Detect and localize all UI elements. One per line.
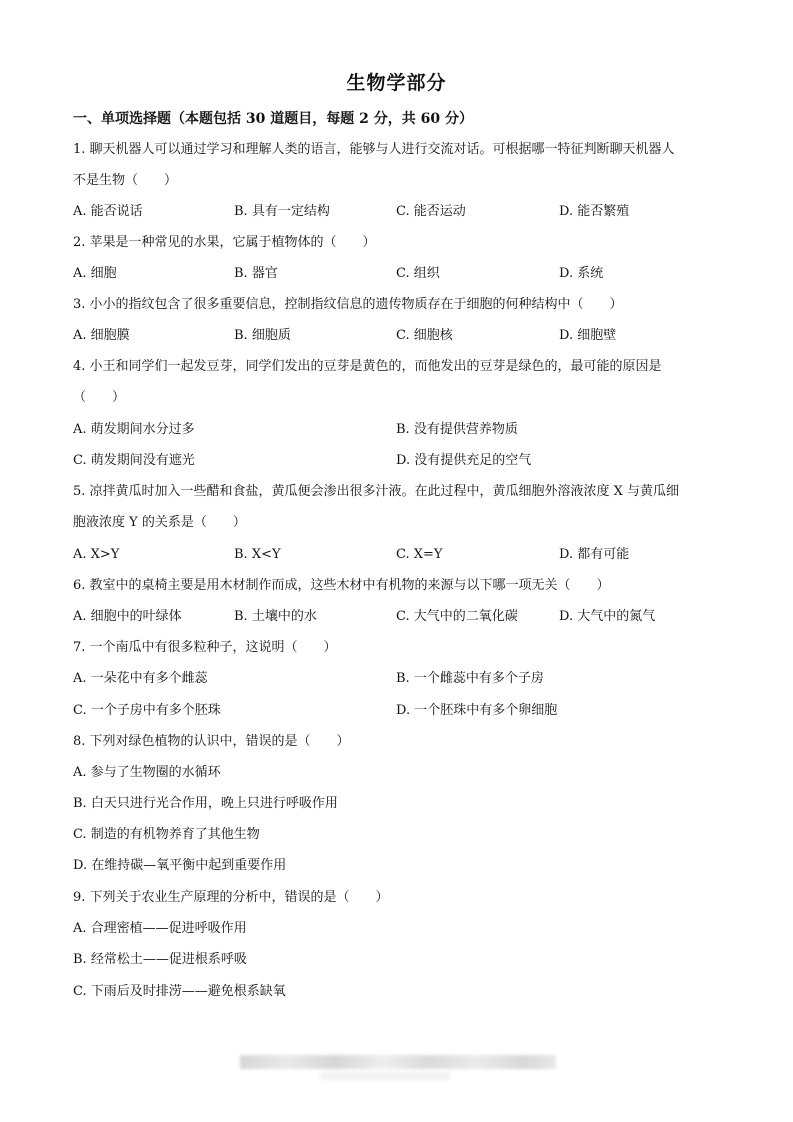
option-b: B. 具有一定结构 (234, 204, 330, 219)
option-b: B. X<Y (234, 547, 281, 562)
option-a: A. 细胞中的叶绿体 (73, 609, 182, 624)
option-d: D. 能否繁殖 (559, 204, 630, 219)
question-6-options (73, 608, 733, 626)
option-d: D. 都有可能 (559, 547, 630, 562)
question-2-stem: 2. 苹果是一种常见的水果，它属于植物体的（ ） (73, 235, 376, 250)
question-8-stem: 8. 下列对绿色植物的认识中，错误的是（ ） (73, 734, 350, 749)
question-8-option-c: C. 制造的有机物养育了其他生物 (73, 827, 260, 842)
question-7-options-row-2 (73, 702, 733, 720)
question-6-stem: 6. 教室中的桌椅主要是用木材制作而成，这些木材中有机物的来源与以下哪一项无关（ ） (73, 578, 610, 593)
option-c: C. 一个子房中有多个胚珠 (73, 703, 221, 718)
question-4-stem-line-2: （ ） (73, 390, 126, 405)
page-title: 生物学部分 (346, 72, 447, 94)
footer-watermark (240, 1055, 556, 1069)
option-d: D. 没有提供充足的空气 (396, 453, 532, 468)
option-a: A. 一朵花中有多个雌蕊 (73, 671, 208, 686)
question-5-stem-line-2: 胞液浓度 Y 的关系是（ ） (73, 515, 246, 530)
footer-watermark-sub (320, 1072, 450, 1080)
question-4-stem-line-1: 4. 小王和同学们一起发豆芽，同学们发出的豆芽是黄色的，而他发出的豆芽是绿色的，最可能的原因是 (73, 359, 662, 374)
section-heading: 一、单项选择题（本题包括 30 道题目，每题 2 分，共 60 分） (73, 111, 473, 127)
question-8-option-d: D. 在维持碳—氧平衡中起到重要作用 (73, 858, 287, 873)
question-7-options-row-1 (73, 670, 733, 688)
question-8-option-b: B. 白天只进行光合作用，晚上只进行呼吸作用 (73, 796, 338, 811)
option-d: D. 系统 (559, 266, 604, 281)
option-c: C. 组织 (396, 266, 440, 281)
option-b: B. 器官 (234, 266, 278, 281)
option-a: A. 细胞膜 (73, 328, 130, 343)
question-1-stem-line-1: 1. 聊天机器人可以通过学习和理解人类的语言，能够与人进行交流对话。可根据哪一特征判断聊天机器人 (73, 142, 675, 157)
question-3-stem: 3. 小小的指纹包含了很多重要信息，控制指纹信息的遗传物质存在于细胞的何种结构中（ ） (73, 297, 623, 312)
option-c: C. 细胞核 (396, 328, 453, 343)
question-2-options (73, 265, 733, 283)
option-c: C. 大气中的二氧化碳 (396, 609, 518, 624)
question-4-options-row-2 (73, 452, 733, 470)
option-a: A. X>Y (73, 547, 120, 562)
question-5-stem-line-1: 5. 凉拌黄瓜时加入一些醋和食盐，黄瓜便会渗出很多汁液。在此过程中，黄瓜细胞外溶液浓度 X 与黄瓜细 (73, 484, 680, 499)
option-d: D. 细胞壁 (559, 328, 617, 343)
option-b: B. 没有提供营养物质 (396, 422, 518, 437)
question-9-option-c: C. 下雨后及时排涝——避免根系缺氧 (73, 984, 286, 999)
question-9-stem: 9. 下列关于农业生产原理的分析中，错误的是（ ） (73, 890, 389, 905)
option-a: A. 细胞 (73, 266, 117, 281)
option-b: B. 土壤中的水 (234, 609, 317, 624)
question-1-options (73, 203, 733, 221)
question-9-option-b: B. 经常松土——促进根系呼吸 (73, 952, 247, 967)
question-4-options-row-1 (73, 421, 733, 439)
question-9-option-a: A. 合理密植——促进呼吸作用 (73, 921, 247, 936)
option-b: B. 细胞质 (234, 328, 291, 343)
option-d: D. 一个胚珠中有多个卵细胞 (396, 703, 558, 718)
option-a: A. 萌发期间水分过多 (73, 422, 195, 437)
question-7-stem: 7. 一个南瓜中有很多粒种子，这说明（ ） (73, 640, 337, 655)
question-1-stem-line-2: 不是生物（ ） (73, 173, 178, 188)
option-c: C. 能否运动 (396, 204, 466, 219)
question-3-options (73, 327, 733, 345)
option-a: A. 能否说话 (73, 204, 143, 219)
option-d: D. 大气中的氮气 (559, 609, 656, 624)
question-8-option-a: A. 参与了生物圈的水循环 (73, 765, 221, 780)
option-c: C. 萌发期间没有遮光 (73, 453, 195, 468)
option-c: C. X=Y (396, 547, 443, 562)
option-b: B. 一个雌蕊中有多个子房 (396, 671, 544, 686)
question-5-options (73, 546, 733, 564)
